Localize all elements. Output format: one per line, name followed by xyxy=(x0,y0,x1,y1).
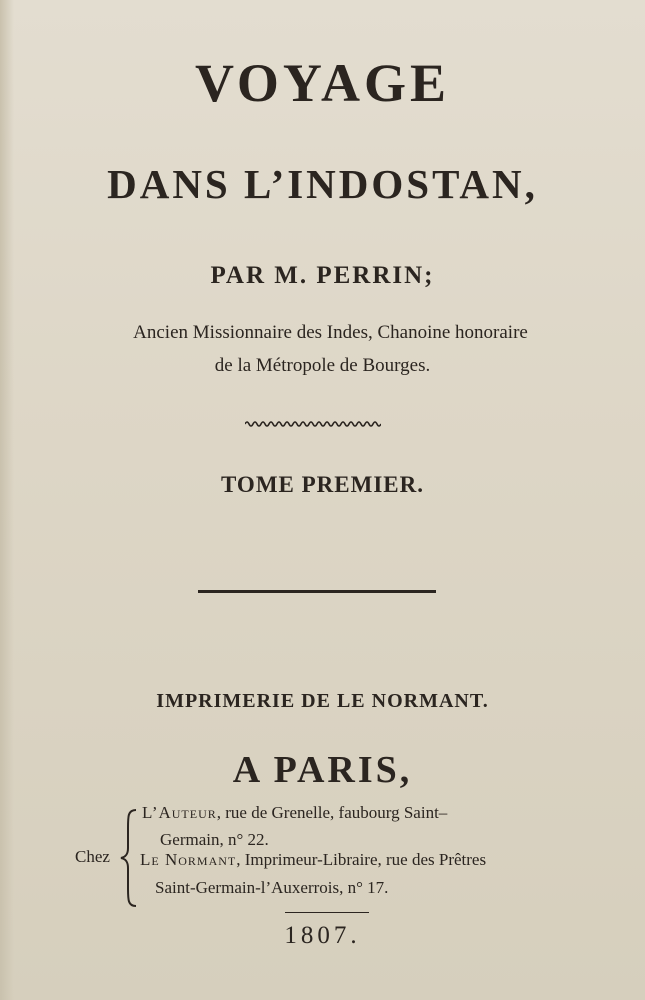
chez-label: Chez xyxy=(75,847,110,866)
printer-line: IMPRIMERIE DE LE NORMANT. xyxy=(156,690,489,712)
author-description-line2: de la Métropole de Bourges. xyxy=(214,355,431,376)
book-subtitle: DANS L’INDOSTAN, xyxy=(107,161,538,207)
address-line-3 xyxy=(140,850,486,870)
publisher-name: L’Auteur xyxy=(142,803,217,822)
address-line-1 xyxy=(142,803,447,823)
publication-year: 1807. xyxy=(284,922,361,949)
address-text: , Imprimeur-Libraire, rue des Prêtres xyxy=(236,850,487,869)
city-line: A PARIS, xyxy=(232,749,413,791)
address-line-4 xyxy=(155,878,388,898)
address-line-2 xyxy=(160,830,269,850)
address-text: Germain, n° 22. xyxy=(160,830,269,849)
author-line: PAR M. PERRIN; xyxy=(210,262,435,289)
address-text: , rue de Grenelle, faubourg Saint– xyxy=(216,803,448,822)
publisher-name: Le Normant xyxy=(140,850,237,869)
address-text: Saint-Germain-l’Auxerrois, n° 17. xyxy=(155,878,389,897)
wavy-ornament-divider xyxy=(245,418,381,430)
short-rule xyxy=(285,912,369,913)
volume-label: TOME PREMIER. xyxy=(221,472,424,497)
author-description-line1: Ancien Missionnaire des Indes, Chanoine honoraire xyxy=(133,322,528,343)
curly-brace-icon xyxy=(118,808,140,908)
horizontal-rule xyxy=(198,590,436,593)
book-title: VOYAGE xyxy=(195,53,450,113)
